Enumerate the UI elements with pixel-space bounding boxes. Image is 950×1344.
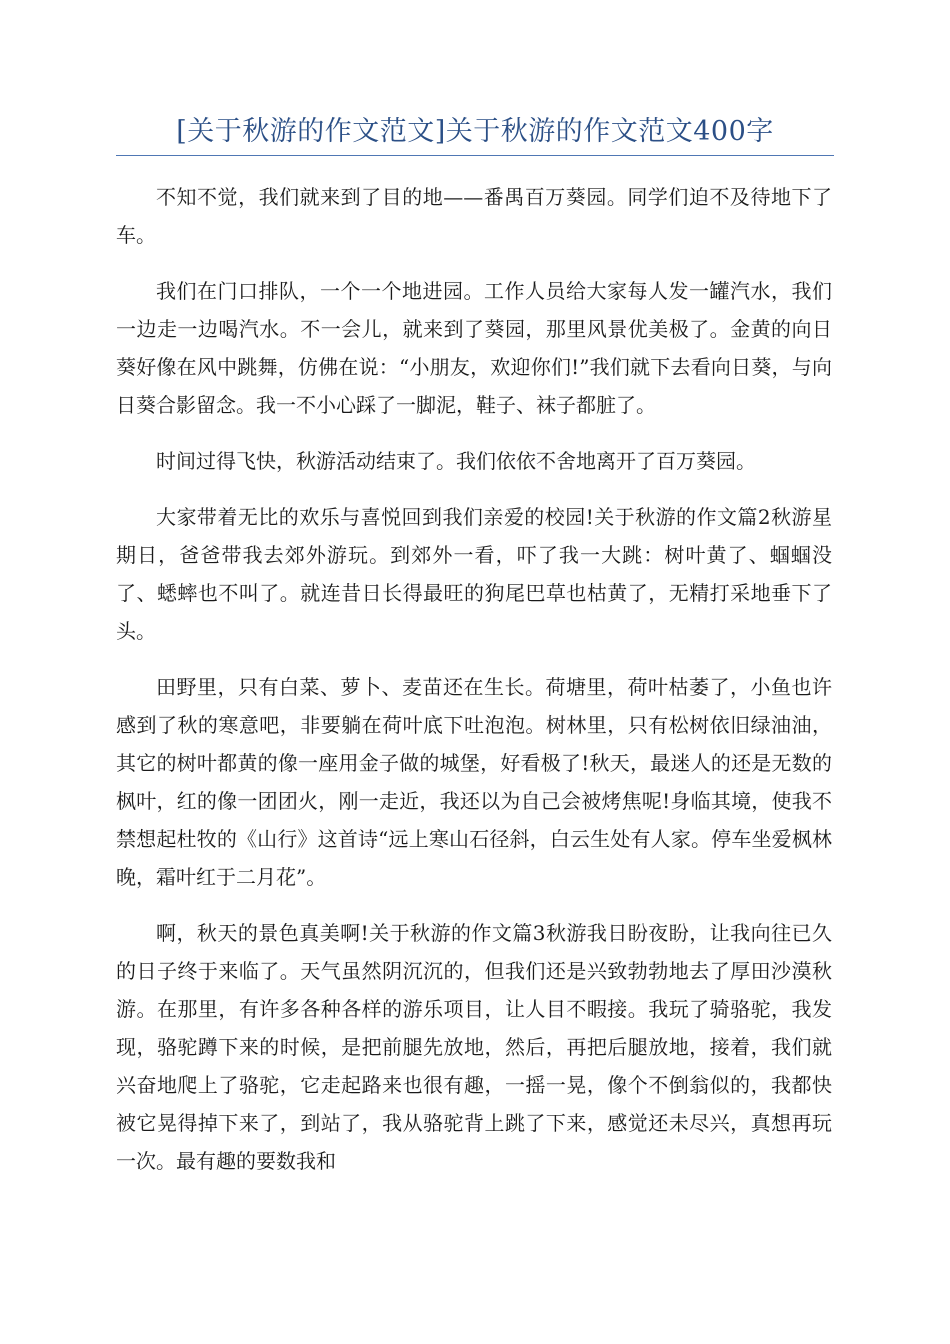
document-title: [关于秋游的作文范文]关于秋游的作文范文400字 — [176, 116, 774, 147]
paragraph-2: 我们在门口排队，一个一个地进园。工作人员给大家每人发一罐汽水，我们一边走一边喝汽水。不一会儿，就来到了葵园，那里风景优美极了。金黄的向日葵好像在风中跳舞，仿佛在说：“小朋友，欢迎你们!”我们就下去看向日葵，与向日葵合影留念。我一不小心踩了一脚泥，鞋子、袜子都脏了。 — [116, 279, 832, 417]
paragraph-5: 田野里，只有白菜、萝卜、麦苗还在生长。荷塘里，荷叶枯萎了，小鱼也许感到了秋的寒意吧，非要躺在荷叶底下吐泡泡。树林里，只有松树依旧绿油油，其它的树叶都黄的像一座用金子做的城堡，好看极了!秋天，最迷人的还是无数的枫叶，红的像一团团火，刚一走近，我还以为自己会被烤焦呢!身临其境，使我不禁想起杜牧的《山行》这首诗“远上寒山石径斜，白云生处有人家。停车坐爱枫林晚，霜叶红于二月花”。 — [116, 675, 832, 889]
paragraph-3: 时间过得飞快，秋游活动结束了。我们依依不舍地离开了百万葵园。 — [156, 449, 756, 473]
document-body — [116, 178, 832, 1198]
title-underline — [116, 155, 834, 156]
paragraph-1: 不知不觉，我们就来到了目的地——番禺百万葵园。同学们迫不及待地下了车。 — [116, 185, 832, 247]
paragraph-6: 啊，秋天的景色真美啊!关于秋游的作文篇3秋游我日盼夜盼，让我向往已久的日子终于来临了。天气虽然阴沉沉的，但我们还是兴致勃勃地去了厚田沙漠秋游。在那里，有许多各种各样的游乐项目，让人目不暇接。我玩了骑骆驼，我发现，骆驼蹲下来的时候，是把前腿先放地，然后，再把后腿放地，接着，我们就兴奋地爬上了骆驼，它走起路来也很有趣，一摇一晃，像个不倒翁似的，我都快被它晃得掉下来了，到站了，我从骆驼背上跳了下来，感觉还未尽兴，真想再玩一次。最有趣的要数我和 — [116, 921, 832, 1173]
paragraph-4: 大家带着无比的欢乐与喜悦回到我们亲爱的校园!关于秋游的作文篇2秋游星期日，爸爸带我去郊外游玩。到郊外一看，吓了我一大跳：树叶黄了、蝈蝈没了、蟋蟀也不叫了。就连昔日长得最旺的狗尾巴草也枯黄了，无精打采地垂下了头。 — [116, 505, 832, 643]
